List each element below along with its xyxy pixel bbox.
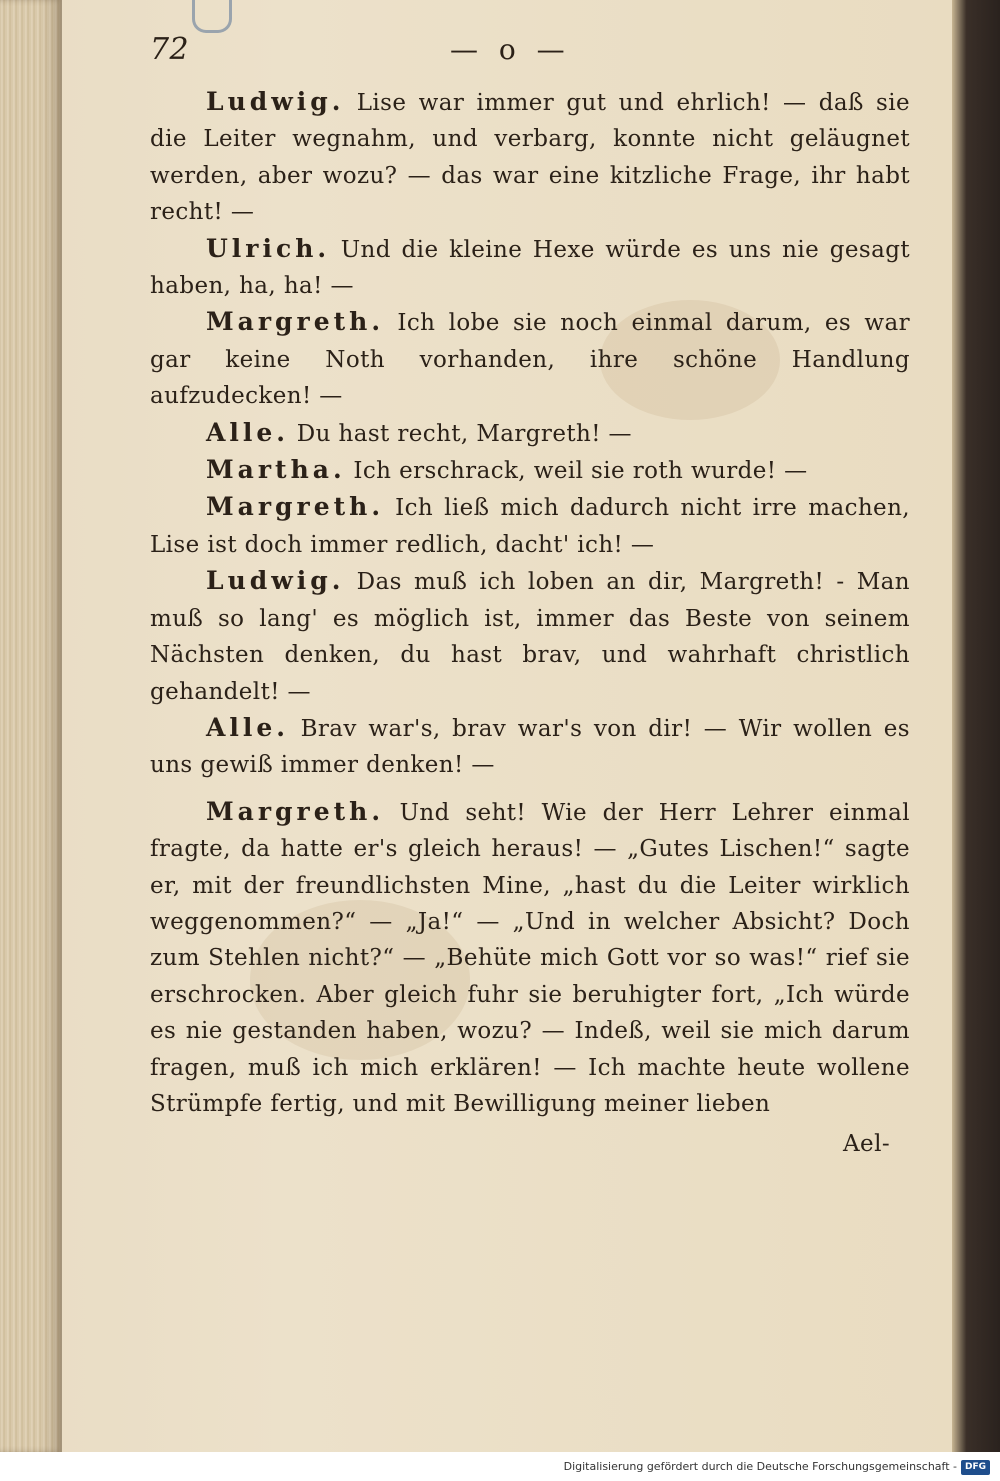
speaker-name: Margreth. bbox=[206, 796, 385, 826]
speaker-name: Martha. bbox=[206, 455, 346, 485]
digitization-footer bbox=[0, 1452, 1000, 1481]
header-ornament: — o — bbox=[450, 33, 571, 66]
speech-text: Lise war immer gut und ehrlich! — daß sie die Leiter wegnahm, und verbarg, konnte nicht geläugnet werden, aber wozu? — das war eine kitzliche Frage, ihr habt recht! — bbox=[150, 90, 910, 226]
dialogue-paragraph bbox=[150, 84, 910, 231]
footer-text: Digitalisierung gefördert durch die Deutsche Forschungsgemeinschaft - bbox=[563, 1460, 957, 1473]
speech-text: Ich erschrack, weil sie roth wurde! — bbox=[353, 458, 808, 485]
speech-text: Brav war's, brav war's von dir! — Wir wollen es uns gewiß immer denken! — bbox=[150, 715, 910, 779]
page-edges bbox=[0, 0, 62, 1452]
speaker-name: Ludwig. bbox=[206, 566, 345, 596]
book-spine-edge bbox=[952, 0, 1000, 1452]
speech-text: Und die kleine Hexe würde es uns nie gesagt haben, ha, ha! — bbox=[150, 236, 910, 300]
dialogue-paragraph bbox=[150, 415, 910, 452]
dialogue-paragraph bbox=[150, 794, 910, 1123]
speech-text: Und seht! Wie der Herr Lehrer einmal fragte, da hatte er's gleich heraus! — „Gutes Lischen!“ sagte er, mit der freundlichsten Mine, „hast du die Leiter wirklich weggenommen?“ — „Ja!“ — „Und in welcher Absicht? Doch zum Stehlen nicht?“ — „Behüte mich Gott vor so was!“ rief sie erschrocken. Aber gleich fuhr sie beruhigter fort, „Ich würde es nie gestanden haben, wozu? — Indeß, weil sie mich darum fragen, muß ich mich erklären! — Ich machte heute wollene Strümpfe fertig, und mit Bewilligung meiner lieben bbox=[150, 799, 911, 1117]
speech-text: Ich lobe sie noch einmal darum, es war gar keine Noth vorhanden, ihre schöne Handlung aufzudecken! — bbox=[150, 310, 910, 410]
dialogue-paragraph bbox=[150, 563, 910, 710]
dfg-logo-icon: DFG bbox=[961, 1460, 990, 1475]
dialogue-paragraph bbox=[150, 231, 910, 305]
speaker-name: Ludwig. bbox=[206, 87, 345, 116]
speaker-name: Ulrich. bbox=[206, 233, 331, 263]
speaker-name: Margreth. bbox=[206, 492, 385, 522]
speech-text: Ich ließ mich dadurch nicht irre machen, Lise ist doch immer redlich, dacht' ich! — bbox=[150, 495, 910, 558]
speaker-name: Margreth. bbox=[206, 307, 385, 337]
speech-text: Du hast recht, Margreth! — bbox=[296, 420, 632, 447]
catchword: Ael- bbox=[843, 1131, 890, 1158]
speaker-name: Alle. bbox=[206, 417, 290, 447]
page-number: 72 bbox=[150, 32, 189, 67]
speech-text: Das muß ich loben an dir, Margreth! - Man muß so lang' es möglich ist, immer das Beste von seinem Nächsten denken, du hast brav, und wahrhaft christlich gehandelt! — bbox=[150, 569, 910, 705]
dialogue-paragraph bbox=[150, 489, 910, 563]
paper-clip-icon bbox=[192, 0, 232, 33]
page-text bbox=[150, 30, 910, 1163]
page-header bbox=[150, 30, 910, 84]
dialogue-paragraph bbox=[150, 452, 910, 489]
dialogue-paragraph bbox=[150, 710, 910, 784]
speaker-name: Alle. bbox=[206, 712, 290, 742]
dialogue-paragraph bbox=[150, 304, 910, 414]
